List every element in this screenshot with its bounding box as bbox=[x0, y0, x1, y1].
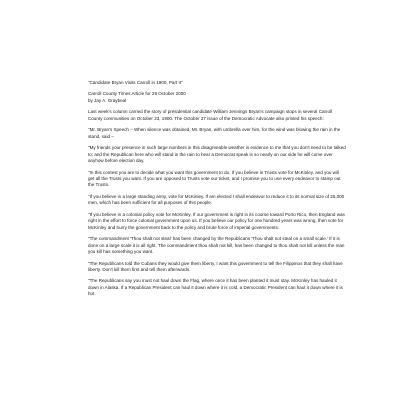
paragraph-2: "Mr. Bryan's Speech – When silence was obtained, Mr. Bryan, with umbrella over him, for the wind was blowing the rain in the stand, said – bbox=[88, 127, 341, 139]
paragraph-1: Last week's column carried the story of presidential candidate William Jennings Bryan's campaign stops in several Carroll County communities on October 23, 1900. The October 27 issue of the Democratic Advocate also printed his speech: bbox=[88, 109, 333, 121]
article-byline bbox=[88, 91, 346, 104]
byline-publication: Carroll County Times Article for 29 October 2000 bbox=[88, 91, 186, 97]
paragraph-4: "In this contest you are to decide what you want this government to do. If you believe in Trusts vote for McKinley, and you will get all the Trusts you want. If you are opposed to Trusts vote our ticket, and I promise you to use every endeavor to stamp out the Trusts. bbox=[88, 169, 341, 188]
paragraph-9: "The Republicans say you must not haul down the Flag, where once it has been planted it must stay. McKinley has hauled it down in Alaska. If a Republican President can haul it down where it is cold, a Democratic President can haul it down where it is hot. bbox=[88, 278, 343, 297]
byline-author: by Jay A. Graybeal bbox=[88, 97, 127, 103]
paragraph-8: "The Republicans told the Cubans they would give them liberty. I want this government to tell the Filippinos that they shall have liberty. Don't kill them first and tell them afterwards. bbox=[88, 260, 343, 272]
article-body bbox=[88, 80, 346, 303]
paragraph-5: "If you believe in a large standing army, vote for McKinley. If am elected I shall endeavor to reduce it to its normal size of 25,000 men, which has been sufficient for all purposes of this people. bbox=[88, 193, 345, 206]
paragraph-7: "The commandment 'Thou shalt not steal' has been changed by the Republicans 'Thou shalt not steal on a small scale.' If it is done on a large scale it is all right. The commandment thou shalt not kill, has been changed to thou shalt not kill unless the man you kill has something you want. bbox=[88, 236, 345, 255]
article-title: "Candidate Bryan Visits Carroll in 1900, Part II" bbox=[88, 80, 183, 85]
paragraph-6: "If you believe in a colonial policy vote for McKinley. If our government is right in its course toward Porto Rico, then England was right in the effort to force colonial government upon us. If you believe our policy for one hundred years was wrong, then vote for McKinley and hurry the government back to the policy and brute force of imperial governments. bbox=[88, 211, 345, 230]
paragraph-3: "My friends your presence in such large numbers in this disagreeable weather is evidence to me that you don't need to be talked to; and the Republican here who will stand in the rain to hear a Democrat speak is so nearly on our side he will come over anyhow before election day. bbox=[88, 145, 346, 164]
